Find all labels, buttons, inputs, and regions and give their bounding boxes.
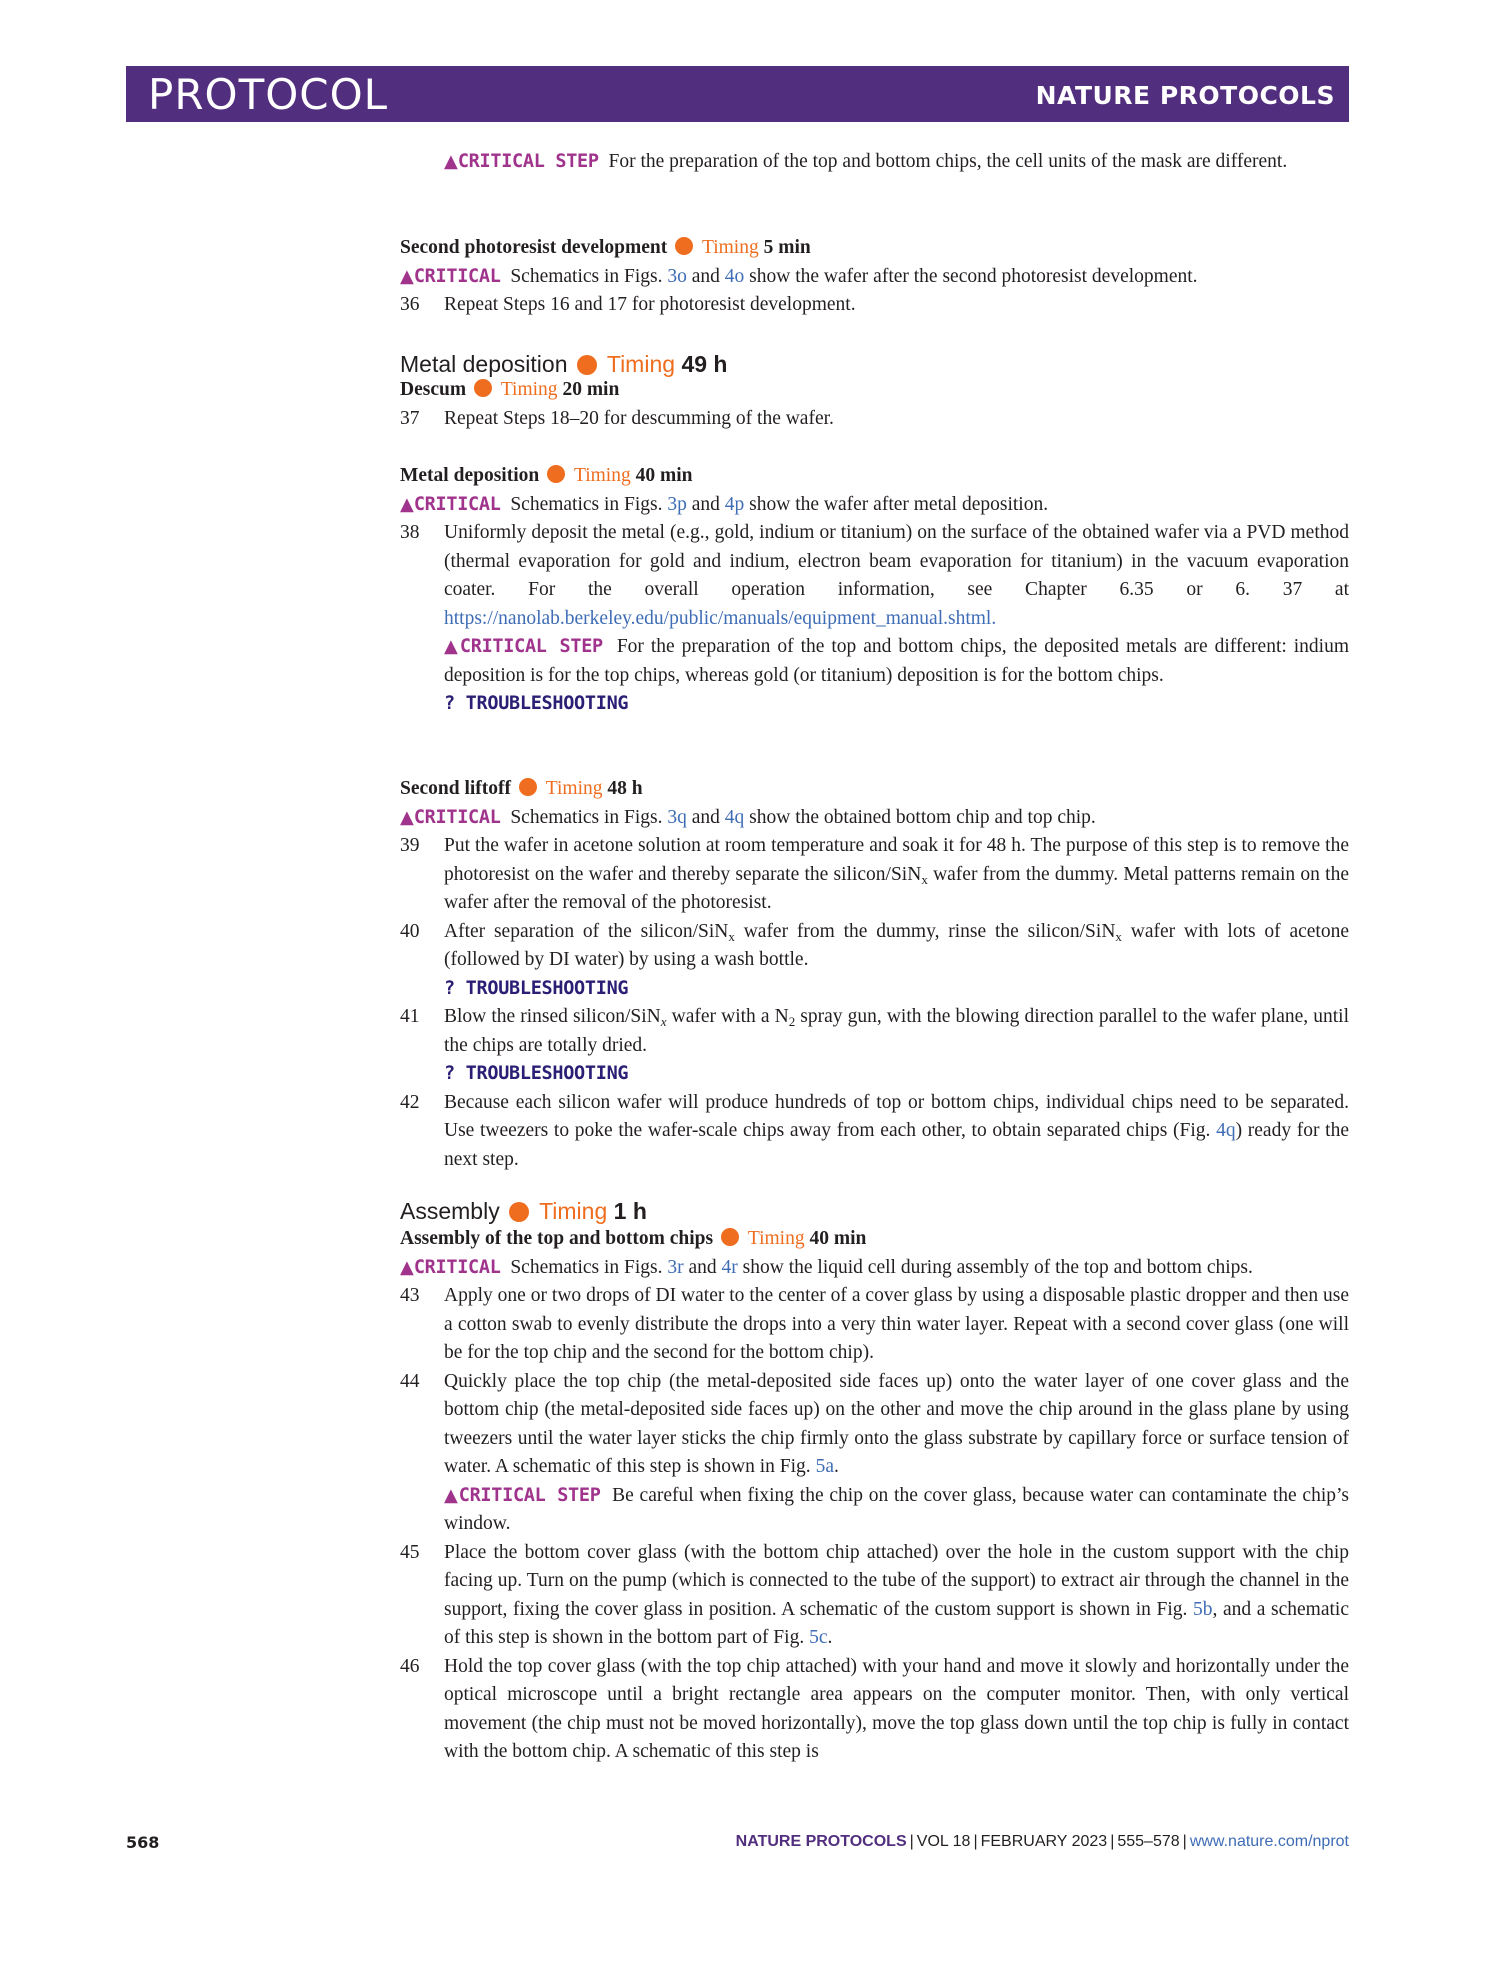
step-number: 36: [400, 294, 420, 315]
heading-metal-deposition: Metal deposition Timing 49 h: [400, 351, 728, 377]
critical-step-label: CRITICAL STEP: [459, 636, 603, 657]
footer-date: FEBRUARY 2023: [980, 1833, 1108, 1850]
figure-link[interactable]: 5b: [1193, 1598, 1213, 1620]
step-number: 43: [400, 1285, 420, 1306]
section-metal-deposition: [400, 349, 1349, 379]
figure-link[interactable]: 4r: [721, 1256, 738, 1278]
heading-assembly: Assembly Timing 1 h: [400, 1198, 647, 1224]
critical-step-text: For the preparation of the top and bottom chips, the cell units of the mask are different.: [608, 151, 1288, 172]
step-number: 41: [400, 1006, 420, 1027]
critical-step-label: CRITICAL STEP: [458, 1484, 601, 1506]
step-number: 45: [400, 1541, 420, 1563]
critical-step-note: ▲CRITICAL STEP Be careful when fixing the chip on the cover glass, because water can contaminate the chip’s window.: [444, 1484, 1350, 1534]
footer-pages: 555–578: [1117, 1833, 1180, 1850]
figure-link[interactable]: 5a: [815, 1456, 834, 1477]
timing-dot-icon: [675, 237, 693, 255]
warning-triangle-icon: ▲: [400, 1256, 414, 1278]
step-44: 44 Quickly place the top chip (the metal-deposited side faces up) onto the water layer of one cover glass and the bottom chip (the metal-deposited side faces up) on the other and move the chip around in the glass plane by using tweezers until the water layer sticks the chip firmly onto the glass substrate by capillary force or surface tension of water. A schematic of this step is shown in Fig. 5a. ▲CRITICAL STEP Be careful when fixing the chip on the cover glass, because water can contaminate the chip’s window.: [400, 1368, 1349, 1539]
critical-label: CRITICAL: [413, 806, 501, 828]
timing-dot-icon: [509, 1202, 529, 1222]
subheading-second-photoresist: Second photoresist development Timing 5 min: [400, 237, 811, 258]
figure-link[interactable]: 4p: [724, 493, 745, 515]
step-number: 44: [400, 1370, 420, 1392]
step-number: 40: [400, 920, 420, 942]
critical-note: ▲CRITICAL Schematics in Figs. 3q and 4q show the obtained bottom chip and top chip.: [400, 806, 1096, 828]
section-second-photoresist: [400, 234, 1349, 320]
subheading-assembly-chips: Assembly of the top and bottom chips Timing 40 min: [400, 1228, 867, 1249]
figure-link[interactable]: 3o: [667, 265, 687, 287]
critical-step-note: ▲CRITICAL STEP For the preparation of the top and bottom chips, the deposited metals are different: indium deposition is for the top chips, whereas gold (or titanium) deposition is for the bottom chips.: [444, 636, 1349, 686]
timing-dot-icon: [519, 778, 537, 796]
footer-volume: VOL 18: [916, 1833, 971, 1850]
step-number: 38: [400, 522, 420, 543]
critical-label: CRITICAL: [413, 493, 501, 515]
warning-triangle-icon: ▲: [400, 265, 414, 287]
page-number: 568: [126, 1833, 160, 1852]
subheading-descum: Descum Timing 20 min: [400, 379, 620, 400]
subheading-second-liftoff: Second liftoff Timing 48 h: [400, 778, 643, 799]
step-number: 42: [400, 1091, 420, 1113]
step-39: 39 Put the wafer in acetone solution at room temperature and soak it for 48 h. The purpose of this step is to remove the photoresist on the wafer and thereby separate the silicon/SiN$_x$ wafer from the dummy. Metal patterns remain on the wafer after the removal of the photoresist.: [400, 832, 1349, 918]
figure-link[interactable]: 5c: [809, 1627, 828, 1648]
warning-triangle-icon: ▲: [444, 636, 460, 657]
header-bar: [126, 66, 1349, 122]
warning-triangle-icon: ▲: [444, 1484, 459, 1506]
warning-triangle-icon: ▲: [400, 806, 414, 828]
section-descum: [400, 376, 1349, 433]
critical-note: ▲CRITICAL Schematics in Figs. 3o and 4o show the wafer after the second photoresist development.: [400, 265, 1198, 287]
section-assembly-chips: [400, 1225, 1349, 1767]
figure-link[interactable]: 3q: [667, 806, 687, 828]
warning-triangle-icon: ▲: [400, 493, 414, 515]
step-42: 42 Because each silicon wafer will produce hundreds of top or bottom chips, individual chips need to be separated. Use tweezers to poke the wafer-scale chips away from each other, to obtain separated chips (Fig. 4q) ready for the next step.: [400, 1089, 1349, 1175]
section-second-liftoff: [400, 775, 1349, 1174]
step-45: 45 Place the bottom cover glass (with the bottom chip attached) over the hole in the custom support with the chip facing up. Turn on the pump (which is connected to the tube of the support) to extract air through the channel in the support, fixing the cover glass in position. A schematic of the custom support is shown in Fig. 5b, and a schematic of this step is shown in the bottom part of Fig. 5c.: [400, 1539, 1349, 1653]
step-38: 38 Uniformly deposit the metal (e.g., gold, indium or titanium) on the surface of the obtained wafer via a PVD method (thermal evaporation for gold and indium, electron beam evaporation for titanium) in the vacuum evaporation coater. For the overall operation information, see Chapter 6.35 or 6. 37 at https://nanolab.berkeley.edu/public/manuals/equipment_manual.shtml. ▲CRITICAL STEP For the preparation of the top and bottom chips, the deposited metals are different: indium deposition is for the top chips, whereas gold (or titanium) deposition is for the bottom chips. ? TROUBLESHOOTING: [400, 519, 1349, 719]
section-metal-deposition-sub: [400, 462, 1349, 719]
section-type-label: PROTOCOL: [148, 70, 389, 119]
timing-dot-icon: [721, 1228, 739, 1246]
figure-link[interactable]: 4q: [724, 806, 745, 828]
critical-label: CRITICAL: [413, 1256, 501, 1278]
timing-dot-icon: [474, 379, 492, 397]
warning-triangle-icon: ▲: [444, 151, 458, 172]
step-43: 43 Apply one or two drops of DI water to the center of a cover glass by using a disposable plastic dropper and then use a cotton swab to evenly distribute the drops into a very thin water layer. Repeat with a second cover glass (one will be for the top chip and the second for the bottom chip).: [400, 1282, 1349, 1368]
critical-note: ▲CRITICAL Schematics in Figs. 3r and 4r show the liquid cell during assembly of the top and bottom chips.: [400, 1256, 1253, 1278]
critical-label: CRITICAL: [413, 265, 501, 287]
step-40: 40 After separation of the silicon/SiN$_x$ wafer from the dummy, rinse the silicon/SiN$_x$ wafer with lots of acetone (followed by DI water) by using a wash bottle. ? TROUBLESHOOTING: [400, 918, 1349, 1004]
footer-journal: NATURE PROTOCOLS: [735, 1833, 907, 1850]
nanolab-manual-link[interactable]: https://nanolab.berkeley.edu/public/manuals/equipment_manual.shtml.: [444, 607, 997, 629]
critical-note: ▲CRITICAL Schematics in Figs. 3p and 4p show the wafer after metal deposition.: [400, 493, 1049, 515]
step-41: 41 Blow the rinsed silicon/SiN$_x$ wafer with a $N_2$ spray gun, with the blowing direction parallel to the wafer plane, until the chips are totally dried. ? TROUBLESHOOTING: [400, 1003, 1349, 1089]
step-46: 46 Hold the top cover glass (with the top chip attached) with your hand and move it slowly and horizontally under the optical microscope until a bright rectangle area appears on the computer monitor. Then, with only vertical movement (the chip must not be moved horizontally), move the top glass down until the top chip is fully in contact with the bottom chip. A schematic of this step is: [400, 1653, 1349, 1767]
troubleshooting-link[interactable]: ? TROUBLESHOOTING: [444, 977, 629, 999]
figure-link[interactable]: 3r: [667, 1256, 684, 1278]
footer-citation: NATURE PROTOCOLS | VOL 18 | FEBRUARY 2023 | 555–578 | www.nature.com/nprot: [735, 1833, 1349, 1850]
subheading-metal-deposition: Metal deposition Timing 40 min: [400, 465, 693, 486]
critical-step-label: CRITICAL STEP: [457, 151, 599, 172]
step-number: 39: [400, 835, 420, 856]
critical-step-mask: [444, 148, 1349, 177]
step-36: 36 Repeat Steps 16 and 17 for photoresist development.: [400, 291, 1349, 320]
footer-url-link[interactable]: www.nature.com/nprot: [1189, 1833, 1349, 1850]
figure-link[interactable]: 3p: [667, 493, 687, 515]
journal-name: NATURE PROTOCOLS: [1035, 81, 1335, 110]
timing-dot-icon: [547, 465, 565, 483]
troubleshooting-link[interactable]: ? TROUBLESHOOTING: [444, 693, 629, 714]
step-number: 37: [400, 407, 420, 429]
step-37: 37 Repeat Steps 18–20 for descumming of the wafer.: [400, 405, 1349, 434]
section-assembly: [400, 1196, 1349, 1226]
figure-link[interactable]: 4q: [1216, 1120, 1236, 1141]
figure-link[interactable]: 4o: [724, 265, 745, 287]
troubleshooting-link[interactable]: ? TROUBLESHOOTING: [444, 1063, 629, 1084]
step-number: 46: [400, 1655, 420, 1677]
timing-dot-icon: [577, 355, 597, 375]
